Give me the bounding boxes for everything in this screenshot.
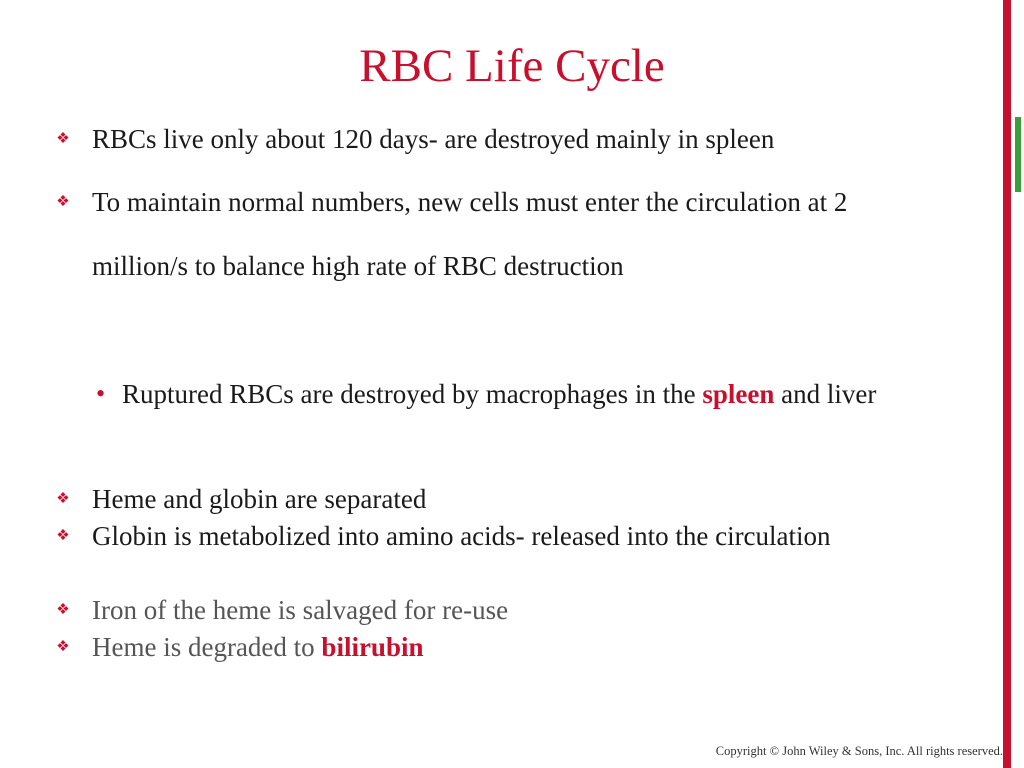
bullet-icon: ❖ bbox=[56, 491, 70, 507]
list-item bbox=[0, 592, 1000, 629]
list-item bbox=[0, 481, 1000, 518]
bullet-icon: ❖ bbox=[56, 528, 70, 544]
item-text: Heme and globin are separated bbox=[92, 484, 427, 514]
accent-bar-green bbox=[1015, 117, 1021, 192]
highlight-spleen: spleen bbox=[702, 379, 775, 409]
highlight-bilirubin: bilirubin bbox=[321, 632, 424, 662]
sub-list-item bbox=[0, 362, 1000, 490]
bullet-icon: ❖ bbox=[56, 639, 70, 655]
item-text: Iron of the heme is salvaged for re-use bbox=[92, 595, 509, 625]
item-text: To maintain normal numbers, new cells must enter the circulation at 2 million/s to balance high rate of RBC destruction bbox=[92, 187, 848, 281]
bullet-icon: ❖ bbox=[56, 194, 70, 210]
accent-bar-red bbox=[1003, 0, 1011, 768]
item-text: RBCs live only about 120 days- are destroyed mainly in spleen bbox=[92, 124, 775, 154]
slide-title: RBC Life Cycle bbox=[359, 40, 665, 92]
item-text: Globin is metabolized into amino acids- released into the circulation bbox=[92, 521, 831, 551]
sub-bullet-icon: • bbox=[96, 379, 106, 408]
list-item bbox=[0, 629, 1000, 666]
list-item bbox=[0, 170, 1000, 362]
sub-item-text-before: Ruptured RBCs are destroyed by macrophages in the bbox=[122, 379, 703, 409]
item-text bbox=[92, 629, 992, 666]
bullet-icon: ❖ bbox=[56, 602, 70, 618]
item-text-before: Heme is degraded to bbox=[92, 632, 322, 662]
list-item bbox=[0, 518, 1000, 592]
list-item bbox=[0, 107, 1000, 171]
copyright-footer: Copyright © John Wiley & Sons, Inc. All rights reserved. bbox=[715, 744, 1003, 758]
sub-item-text bbox=[122, 362, 982, 426]
sub-item-text-after: and liver bbox=[774, 379, 877, 409]
bullet-icon: ❖ bbox=[56, 131, 70, 147]
